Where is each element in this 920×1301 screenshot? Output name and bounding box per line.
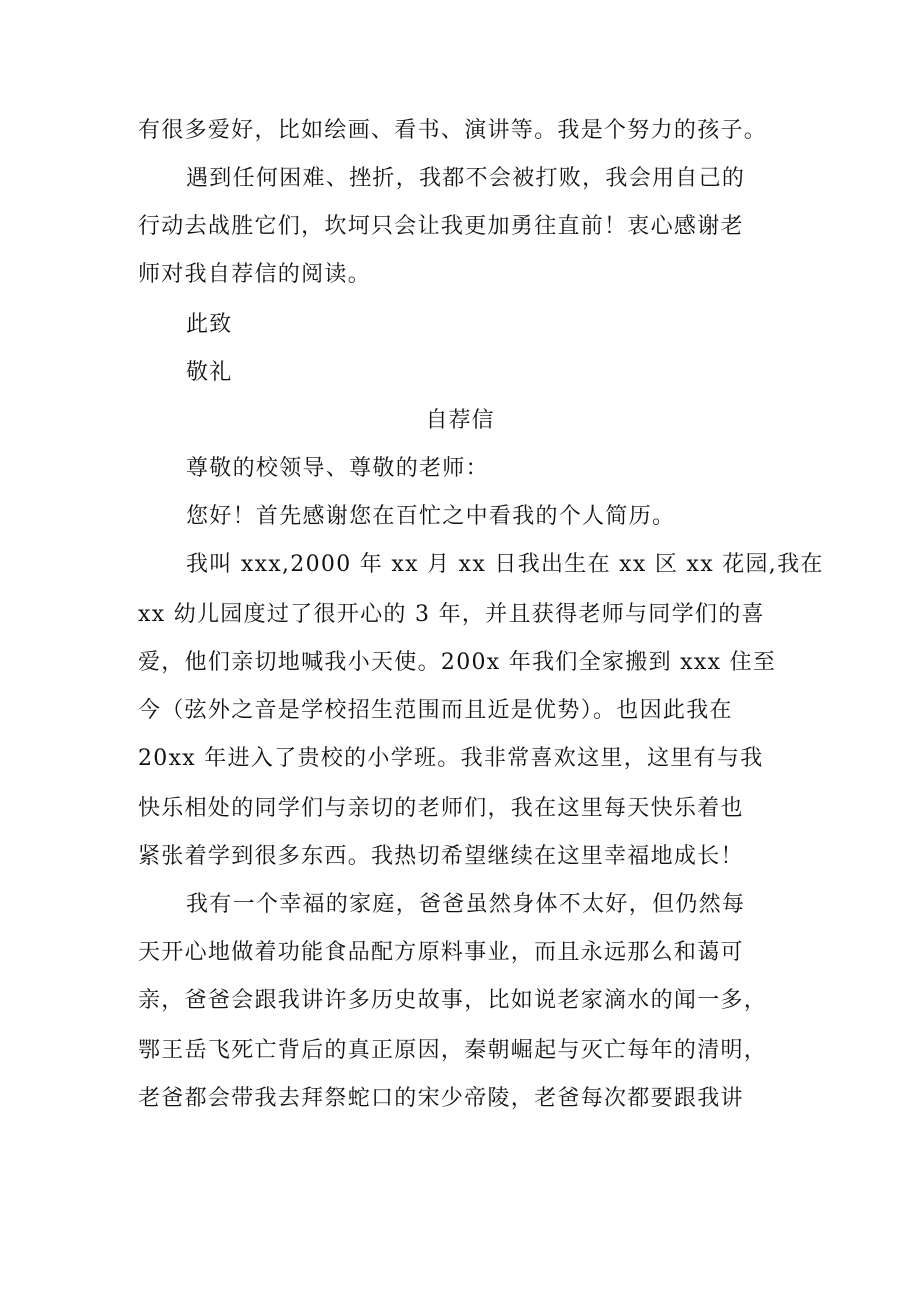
paragraph-line: 鄂王岳飞死亡背后的真正原因，秦朝崛起与灭亡每年的清明， xyxy=(138,1038,768,1063)
paragraph-line: xx 幼儿园度过了很开心的 3 年，并且获得老师与同学们的喜 xyxy=(138,602,765,627)
paragraph-line: 老爸都会带我去拜祭蛇口的宋少帝陵，老爸每次都要跟我讲 xyxy=(138,1086,744,1111)
paragraph-line: 今（弦外之音是学校招生范围而且近是优势）。也因此我在 xyxy=(138,698,733,723)
paragraph-line: 我有一个幸福的家庭，爸爸虽然身体不太好，但仍然每 xyxy=(186,892,746,917)
paragraph-line: 20xx 年进入了贵校的小学班。我非常喜欢这里，这里有与我 xyxy=(138,746,764,771)
paragraph-line: 天开心地做着功能食品配方原料事业，而且永远那么和蔼可 xyxy=(138,940,744,965)
paragraph-line: 有很多爱好，比如绘画、看书、演讲等。我是个努力的孩子。 xyxy=(138,118,768,143)
section-title: 自荐信 xyxy=(425,408,495,433)
paragraph-line: 我叫 xxx,2000 年 xx 月 xx 日我出生在 xx 区 xx 花园,我在 xyxy=(186,552,824,577)
closing-salutation: 敬礼 xyxy=(186,360,233,385)
paragraph-line: 行动去战胜它们，坎坷只会让我更加勇往直前！衷心感谢老 xyxy=(138,214,744,239)
paragraph-line: 爱，他们亲切地喊我小天使。200x 年我们全家搬到 xxx 住至 xyxy=(138,650,777,675)
paragraph-line: 快乐相处的同学们与亲切的老师们，我在这里每天快乐着也 xyxy=(138,796,744,821)
closing-line: 此致 xyxy=(186,312,233,337)
paragraph-line: 紧张着学到很多东西。我热切希望继续在这里幸福地成长！ xyxy=(138,844,744,869)
paragraph-line: 师对我自荐信的阅读。 xyxy=(138,262,372,287)
greeting-line: 尊敬的校领导、尊敬的老师： xyxy=(186,456,489,481)
paragraph-line: 您好！首先感谢您在百忙之中看我的个人简历。 xyxy=(186,504,676,529)
paragraph-line: 遇到任何困难、挫折，我都不会被打败，我会用自己的 xyxy=(186,166,746,191)
paragraph-line: 亲，爸爸会跟我讲许多历史故事，比如说老家滴水的闻一多， xyxy=(138,988,768,1013)
